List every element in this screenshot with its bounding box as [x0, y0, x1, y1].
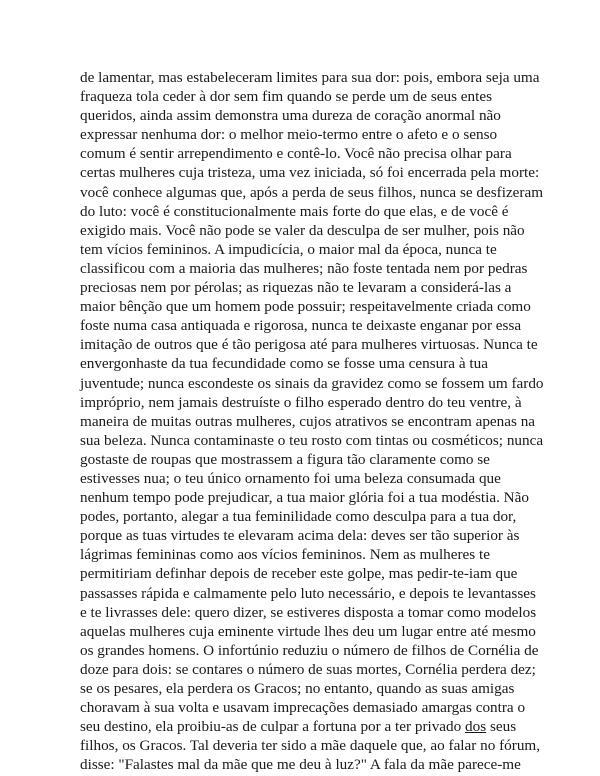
text-line: impróprio, nem jamais destruíste o filho esperado dentro do teu ventre, à	[80, 393, 522, 411]
text-line: e te livrasses dele: quero dizer, se estiveres disposta a tomar como modelos	[80, 603, 537, 621]
underlined-word: dos	[465, 718, 487, 736]
text-line-start: seu destino, ela proibiu-as de culpar a fortuna por a ter privado	[80, 718, 466, 736]
text-line: juventude; nunca escondeste os sinais da gravidez como se fossem um fardo	[80, 374, 544, 392]
text-line: choravam à sua volta e usavam imprecações demasiado amargas contra o	[80, 699, 526, 717]
text-line: filhos, os Gracos. Tal deveria ter sido a mãe daquele que, ao falar no fórum,	[80, 737, 541, 755]
text-line: se os pesares, ela perdera os Gracos; no entanto, quando as suas amigas	[80, 680, 515, 697]
text-line: os grandes homens. O infortúnio reduziu o número de filhos de Cornélia de	[80, 641, 539, 659]
text-line: disse: "Falastes mal da mãe que me deu à luz?" A fala da mãe parece-me	[80, 756, 521, 774]
text-line: sua beleza. Nunca contaminaste o teu rosto com tintas ou cosméticos; nunca	[80, 431, 544, 449]
text-line: expressar nenhuma dor: o melhor meio-termo entre o afeto e o senso	[80, 126, 498, 144]
text-line-end: seus	[486, 718, 517, 736]
text-line: passasses rápida e calmamente pelo luto necessário, e depois te levantasses	[80, 584, 536, 602]
text-line: podes, portanto, alegar a tua feminilidade como desculpa para a tua dor,	[80, 508, 517, 526]
text-line: queridos, ainda assim demonstra uma dureza de coração anormal não	[80, 107, 501, 125]
text-line: lágrimas femininas como aos vícios femininos. Nem as mulheres te	[80, 546, 490, 564]
body-text	[80, 68, 544, 774]
text-line: aquelas mulheres cuja eminente virtude lhes deu um lugar entre até mesmo	[80, 622, 536, 640]
text-line: você conhece algumas que, após a perda de seus filhos, nunca se desfizeram	[80, 183, 544, 201]
text-line: exigido mais. Você não pode se valer da desculpa de ser mulher, pois não	[80, 221, 525, 239]
text-line: tem vícios femininos. A impudicícia, o maior mal da época, nunca te	[80, 240, 497, 258]
text-line: porque as tuas virtudes te elevaram acima dela: deves ser tão superior às	[80, 527, 520, 545]
text-line: fraqueza tola ceder à dor sem fim quando se perde um de seus entes	[80, 88, 493, 106]
text-line: envergonhaste da tua fecundidade como se fosse uma censura à tua	[80, 355, 488, 373]
text-line: maneira de muitas outras mulheres, cujos atrativos se encontram apenas na	[80, 412, 536, 430]
text-line: preciosas nem por pérolas; as riquezas não te levaram a considerá-las a	[80, 279, 512, 297]
text-line: maior bênção que um homem pode possuir; respeitavelmente criada como	[80, 298, 531, 316]
text-line: gostaste de roupas que mostrassem a figura tão claramente como se	[80, 450, 490, 468]
text-line-with-underline	[80, 717, 540, 736]
text-line: do luto: você é constitucionalmente mais forte do que elas, e de você é	[80, 202, 509, 220]
text-line: imitação de outros que é tão perigosa até para mulheres virtuosas. Nunca te	[80, 336, 538, 354]
text-line: comum é sentir arrependimento e contê-lo. Você não precisa olhar para	[80, 145, 512, 163]
text-line: certas mulheres cuja tristeza, uma vez iniciada, só foi encerrada pela morte:	[80, 164, 540, 182]
text-line: nenhum tempo pode prejudicar, a tua maior glória foi a tua modéstia. Não	[80, 489, 529, 507]
text-line: permitiriam definhar depois de receber este golpe, mas pedir-te-iam que	[80, 565, 518, 583]
text-line: doze para dois: se contares o número de suas mortes, Cornélia perdera dez;	[80, 660, 536, 678]
text-line: de lamentar, mas estabeleceram limites para sua dor: pois, embora seja uma	[80, 69, 540, 86]
text-line: classificou com a maioria das mulheres; não foste tentada nem por pedras	[80, 259, 528, 277]
text-line: estivesses nua; o teu único ornamento foi uma beleza consumada que	[80, 469, 501, 487]
text-line: foste numa casa antiquada e rigorosa, nunca te deixaste enganar por essa	[80, 317, 522, 335]
